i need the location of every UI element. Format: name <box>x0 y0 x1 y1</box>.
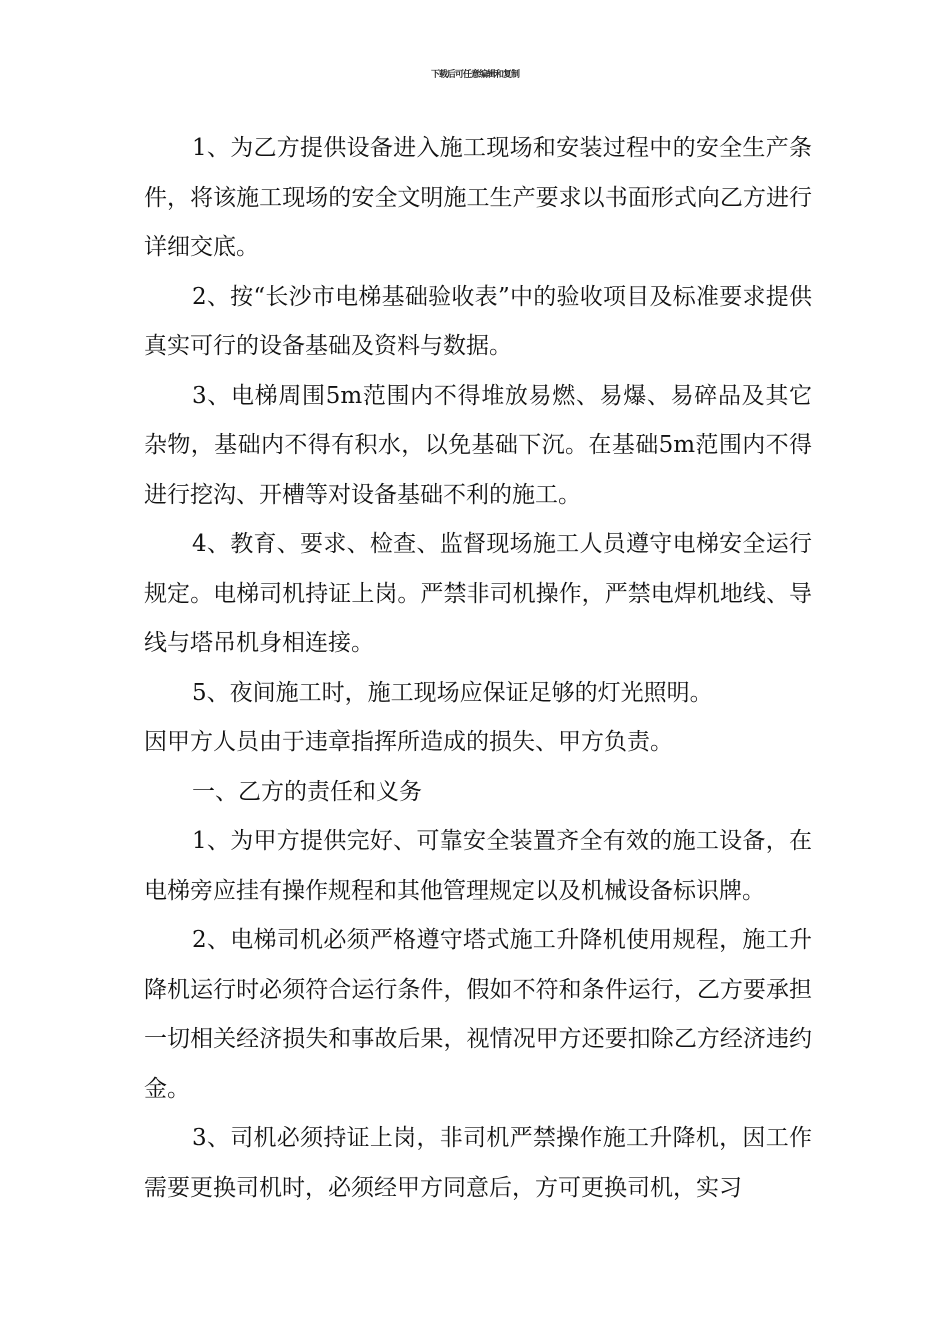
paragraph-5: 5、夜间施工时，施工现场应保证足够的灯光照明。 <box>192 679 713 706</box>
paragraph-9: 3、司机必须持证上岗，非司机严禁操作施工升降机，因工作需要更换司机时，必须经甲方同意后，方可更换司机，实习 <box>144 1125 812 1201</box>
paragraph-4: 4、教育、要求、检查、监督现场施工人员遵守电梯安全运行规定。电梯司机持证上岗。严禁非司机操作，严禁电焊机地线、导线与塔吊机身相连接。 <box>144 531 812 656</box>
section-heading: 一、乙方的责任和义务 <box>192 778 422 805</box>
paragraph-3: 3、电梯周围5m范围内不得堆放易燃、易爆、易碎品及其它杂物，基础内不得有积水，以免基础下沉。在基础5m范围内不得进行挖沟、开槽等对设备基础不利的施工。 <box>144 382 812 508</box>
paragraph-1: 1、为乙方提供设备进入施工现场和安装过程中的安全生产条件，将该施工现场的安全文明施工生产要求以书面形式向乙方进行详细交底。 <box>144 135 812 260</box>
paragraph-6: 因甲方人员由于违章指挥所造成的损失、甲方负责。 <box>144 729 673 755</box>
paragraph-8: 2、电梯司机必须严格遵守塔式施工升降机使用规程，施工升降机运行时必须符合运行条件，假如不符和条件运行，乙方要承担一切相关经济损失和事故后果，视情况甲方还要扣除乙方经济违约金。 <box>144 927 812 1102</box>
paragraph-2: 2、按“长沙市电梯基础验收表”中的验收项目及标准要求提供真实可行的设备基础及资料与数据。 <box>144 283 812 359</box>
page-header: 下载后可任意编辑和复制 <box>430 70 519 80</box>
document-body <box>144 124 812 1213</box>
paragraph-7: 1、为甲方提供完好、可靠安全装置齐全有效的施工设备，在电梯旁应挂有操作规程和其他管理规定以及机械设备标识牌。 <box>144 828 812 904</box>
